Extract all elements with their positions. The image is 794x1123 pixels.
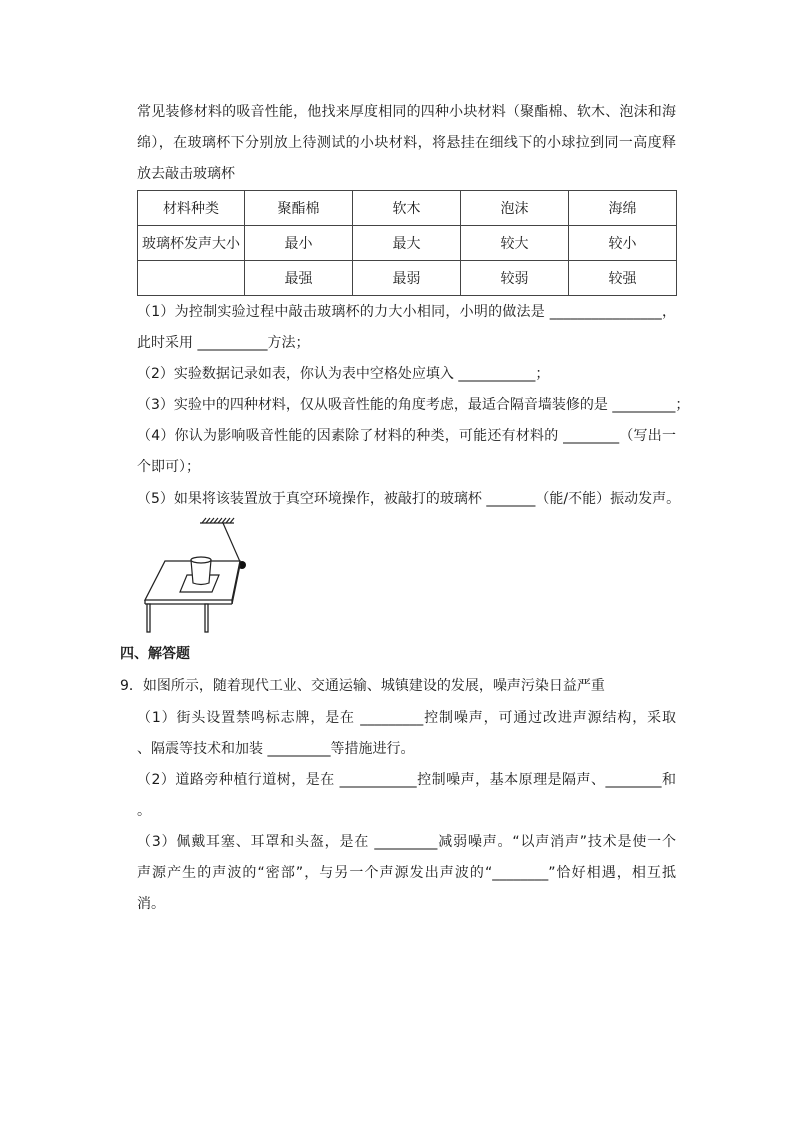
- table-cell: 材料种类: [138, 191, 245, 226]
- q9-stem: 9．如图所示，随着现代工业、交通运输、城镇建设的发展，噪声污染日益严重: [120, 678, 605, 694]
- table-cell: 玻璃杯发声大小: [138, 226, 245, 261]
- q8-part3: （3）实验中的四种材料，仅从吸音性能的角度考虑，最适合隔音墙装修的是 _________；: [137, 397, 690, 413]
- table-cell: 最弱: [353, 261, 461, 296]
- string: [223, 523, 241, 564]
- q8-part4-line2: 个即可）；: [137, 459, 200, 475]
- table-cell: 软木: [353, 191, 461, 226]
- table-cell-blank: [138, 261, 245, 296]
- table-cell: 聚酯棉: [245, 191, 353, 226]
- q9-part1-line2: 、隔震等技术和加装 _________等措施进行。: [137, 741, 415, 757]
- table-cell: 较小: [569, 226, 677, 261]
- table-cell: 最大: [353, 226, 461, 261]
- section-title: 四、解答题: [120, 646, 190, 662]
- q9-part3-line3: 消。: [137, 896, 165, 912]
- table-row: [138, 191, 677, 226]
- table-cell: 最强: [245, 261, 353, 296]
- ceiling-support: [200, 518, 234, 523]
- table-cell: 较弱: [461, 261, 569, 296]
- q8-part5: （5）如果将该装置放于真空环境操作，被敲打的玻璃杯 _______（能/不能）振动发声。: [137, 491, 681, 507]
- table-cell: 最小: [245, 226, 353, 261]
- q8-part4-line1: （4）你认为影响吸音性能的因素除了材料的种类，可能还有材料的 ________（写出一: [137, 428, 676, 444]
- table-cell: 海绵: [569, 191, 677, 226]
- table-row: [138, 261, 677, 296]
- q9-part2-line1: （2）道路旁种植行道树，是在 ___________控制噪声，基本原理是隔声、________和: [137, 772, 676, 788]
- table-cell: 泡沫: [461, 191, 569, 226]
- intro-line-2: 绵），在玻璃杯下分别放上待测试的小块材料，将悬挂在细线下的小球拉到同一高度释: [137, 135, 676, 151]
- table-cell: 较大: [461, 226, 569, 261]
- table-row: [138, 226, 677, 261]
- intro-line-1: 常见装修材料的吸音性能，他找来厚度相同的四种小块材料（聚酯棉、软木、泡沫和海: [137, 104, 676, 120]
- q8-part2: （2）实验数据记录如表，你认为表中空格处应填入 ___________；: [137, 366, 550, 382]
- glass-cup: [191, 557, 211, 585]
- q8-part1-line2: 此时采用 __________方法；: [137, 335, 310, 351]
- q9-part1-line1: （1）街头设置禁鸣标志牌，是在 _________控制噪声，可通过改进声源结构，采取: [137, 710, 676, 726]
- q9-part3-line2: 声源产生的声波的“密部”，与另一个声源发出声波的“________”恰好相遇，相互抵: [137, 865, 676, 881]
- q9-part3-line1: （3）佩戴耳塞、耳罩和头盔，是在 _________减弱噪声。“以声消声”技术是使一个: [137, 834, 676, 850]
- table-cell: 较强: [569, 261, 677, 296]
- q9-part2-line2: 。: [137, 803, 151, 819]
- materials-table: [137, 190, 677, 296]
- intro-line-3: 放去敲击玻璃杯: [137, 166, 235, 182]
- q8-part1-line1: （1）为控制实验过程中敲击玻璃杯的力大小相同，小明的做法是 ________________，: [137, 304, 676, 320]
- apparatus-figure: [135, 515, 265, 640]
